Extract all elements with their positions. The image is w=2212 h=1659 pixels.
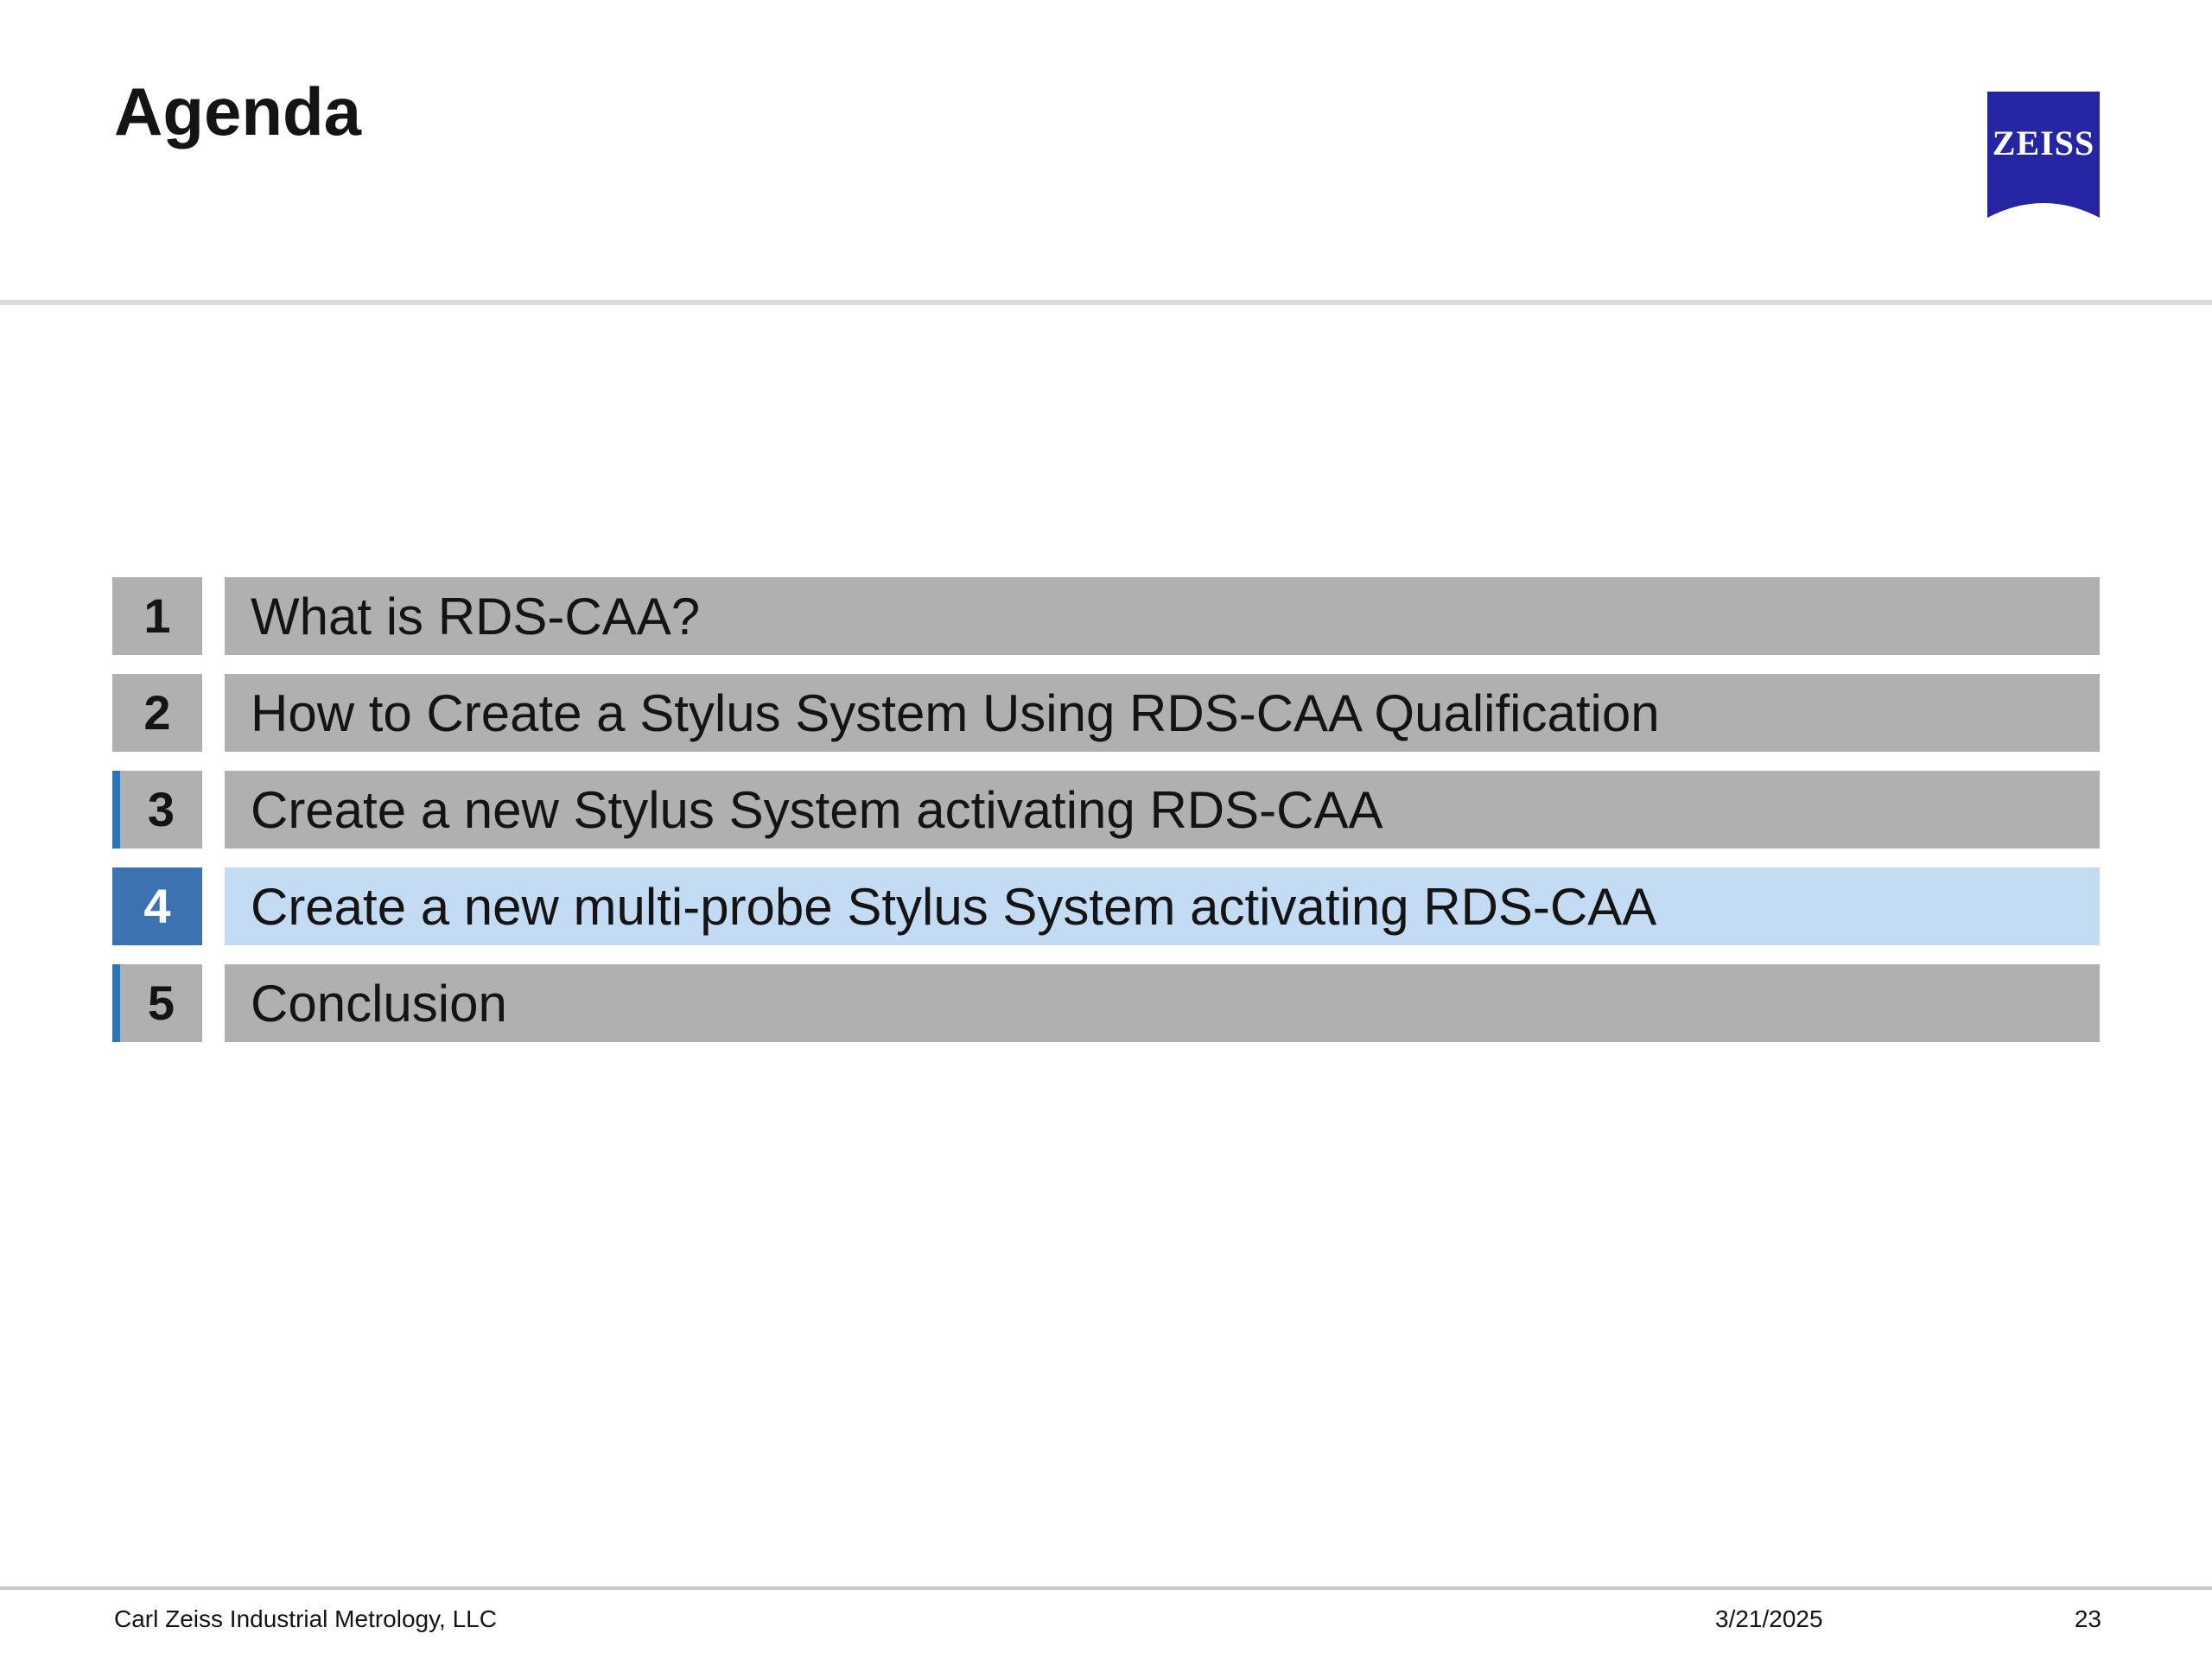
agenda-item-1-number: 1 (112, 577, 202, 655)
header-divider (0, 300, 2212, 305)
zeiss-logo-wordmark: ZEISS (1992, 124, 2095, 162)
agenda-item-2 (112, 674, 2100, 752)
agenda-item-4-number: 4 (112, 868, 202, 945)
agenda-item-4-active (112, 868, 2100, 945)
footer-divider (0, 1586, 2212, 1590)
page-title: Agenda (114, 73, 362, 149)
agenda-item-3-number: 3 (112, 771, 202, 849)
footer-date: 3/21/2025 (1715, 1605, 1823, 1632)
agenda-item-1-label: What is RDS-CAA? (251, 587, 701, 645)
agenda-item-1 (112, 577, 2100, 655)
agenda-item-5-number: 5 (112, 964, 202, 1042)
agenda-item-2-number: 2 (112, 674, 202, 752)
agenda-item-3-label: Create a new Stylus System activating RDS-CAA (251, 780, 1383, 839)
agenda-item-2-label: How to Create a Stylus System Using RDS-CAA Qualification (251, 683, 1660, 742)
agenda-item-2-bar (225, 674, 2100, 752)
agenda-item-4-label: Create a new multi-probe Stylus System activating RDS-CAA (251, 877, 1657, 936)
agenda-item-4-bar (225, 868, 2100, 945)
footer-page-number: 23 (2074, 1605, 2101, 1632)
zeiss-logo (1987, 92, 2100, 218)
agenda-item-5-bar (225, 964, 2100, 1042)
agenda-item-5 (112, 964, 2100, 1042)
footer-company-name: Carl Zeiss Industrial Metrology, LLC (114, 1605, 497, 1632)
agenda-item-1-bar (225, 577, 2100, 655)
agenda-item-3-bar (225, 771, 2100, 849)
agenda-item-5-label: Conclusion (251, 974, 507, 1033)
agenda-item-3 (112, 771, 2100, 849)
agenda-list (112, 577, 2100, 1042)
